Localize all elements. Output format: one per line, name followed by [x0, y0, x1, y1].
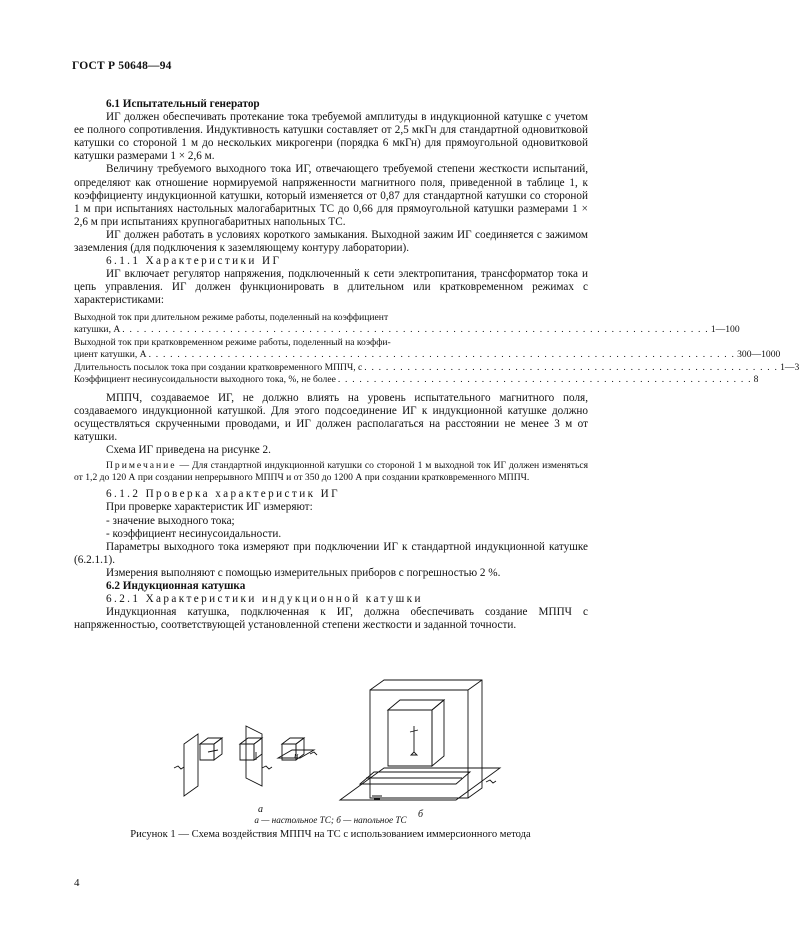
label-a: а — [258, 804, 263, 815]
figure-1-drawing — [170, 672, 510, 822]
device-cube-a2 — [240, 726, 272, 786]
spec-value: 8 — [753, 374, 759, 386]
paragraph: Индукционная катушка, подключенная к ИГ, должна обеспечивать создание МППЧ с напряженностью, соответствующей установленной степени жесткости и заданной точности. — [74, 606, 588, 632]
section-6-1-1-title: 6.1.1 Характеристики ИГ — [106, 255, 282, 268]
spec-label: катушки, А — [74, 324, 121, 336]
spec-label: Длительность посылок тока при создании кратковременного МППЧ, с — [74, 361, 363, 373]
spec-list — [74, 311, 799, 388]
spec-line: Выходной ток при длительном режиме работы, поделенный на коэффициент — [74, 311, 389, 323]
document-body — [74, 98, 799, 632]
leader-dots: . . . . . . . . . . . . . . . . . . . . . . . . . . . . . . . . . . . . . . . . . . . . . . . . . . . . . . . . . . — [337, 374, 752, 386]
list-item: - коэффициент несинусоидальности. — [106, 527, 282, 540]
paragraph: Параметры выходного тока измеряют при подключении ИГ к стандартной индукционной катушке (6.2.1.1). — [74, 540, 588, 566]
spec-row — [74, 361, 799, 375]
paragraph: Измерения выполняют с помощью измерительных приборов с погрешностью 2 %. — [106, 566, 501, 579]
device-cube-a1 — [200, 738, 222, 760]
note-text: — Для стандартной индукционной катушки со стороной 1 м выходной ток ИГ должен изменяться от 1,2 до 120 А при создании непрерывного МППЧ и от 350 до 1200 А при создании кратковременного МППЧ. — [74, 459, 588, 483]
spec-value: 1—3 — [780, 361, 799, 373]
spec-label: циент катушки, А — [74, 349, 147, 361]
note-label: Примечание — [106, 459, 177, 471]
spec-row — [74, 374, 759, 387]
paragraph: ИГ должен работать в условиях короткого замыкания. Выходной зажим ИГ соединяется с зажимом заземления (для подключения к заземляющему контуру лаборатории). — [74, 228, 588, 255]
section-6-1-2-title: 6.1.2 Проверка характеристик ИГ — [106, 488, 340, 501]
paragraph: ИГ включает регулятор напряжения, подключенный к сети электропитания, трансформатор тока и цепь управления. ИГ должен функционировать в длительном или кратковременном режимах с характеристиками: — [74, 268, 588, 307]
list-item: - значение выходного тока; — [106, 514, 235, 527]
spec-value: 300—1000 — [737, 349, 781, 361]
spec-label: Коэффициент несинусоидальности выходного тока, %, не более — [74, 374, 336, 386]
spec-row — [74, 349, 781, 362]
figure-caption: Рисунок 1 — Схема воздействия МППЧ на ТС с использованием иммерсионного метода — [130, 829, 531, 840]
paragraph: При проверке характеристик ИГ измеряют: — [106, 501, 313, 514]
paragraph: Величину требуемого выходного тока ИГ, отвечающего требуемой степени жесткости испытаний, определяют как отношение нормируемой напряженности магнитного поля, приведенной в таблице 1, к коэффициенту индукционной катушки, который изменяется от 0,87 для стандартной катушки со стороной 1 м при испытаниях настольных малогабаритных ТС до 0,66 для прямоугольной катушки размерами 1 × 2,6 м при испытаниях крупногабаритных напольных ТС. — [74, 163, 588, 228]
paragraph: МППЧ, создаваемое ИГ, не должно влиять на уровень испытательного магнитного поля, создаваемого индукционной катушкой. Для этого подсоединение ИГ к индукционной катушке должно осуществляться скрученными проводами, и ИГ должен располагаться на расстоянии не менее 3 м от катушки. — [74, 392, 588, 444]
leader-dots: . . . . . . . . . . . . . . . . . . . . . . . . . . . . . . . . . . . . . . . . . . . . . . . . . . . . . . . . . . . . . . . . . . . . . . . . . . . . . . . . . . — [148, 349, 736, 361]
page-number: 4 — [74, 877, 80, 889]
figure-1 — [170, 672, 510, 822]
coil-b-frame — [370, 680, 482, 798]
label-h: H — [294, 754, 299, 760]
leader-dots: . . . . . . . . . . . . . . . . . . . . . . . . . . . . . . . . . . . . . . . . . . . . . . . . . . . . . . . . . . . . . . . . . . . . . . . . . . . . . . . . . . — [122, 324, 709, 336]
floor-plane — [340, 768, 500, 800]
note — [74, 460, 588, 485]
leader-dots: . . . . . . . . . . . . . . . . . . . . . . . . . . . . . . . . . . . . . . . . . . . . . . . . . . . . . . . . . . — [364, 361, 779, 373]
device-cube-b — [388, 700, 444, 766]
spec-row — [74, 324, 740, 337]
spec-line: Выходной ток при кратковременном режиме работы, поделенный на коэффи- — [74, 336, 391, 348]
paragraph: ИГ должен обеспечивать протекание тока требуемой амплитуды в индукционной катушке с учетом ее полного сопротивления. Индуктивность катушки составляет от 2,5 мкГн для стандартной одновитковой катушки со стороной 1 м до нескольких микрогенри (порядка 6 мкГн) для прямоугольной одновитковой катушки размерами 1 × 2,6 м. — [74, 111, 588, 163]
section-6-1-title: 6.1 Испытательный генератор — [106, 98, 260, 110]
spec-value: 1—100 — [710, 324, 740, 336]
figure-subcaption: а — настольное ТС; б — напольное ТС — [254, 815, 407, 825]
coil-a1 — [174, 734, 198, 796]
section-6-2-1-title: 6.2.1 Характеристики индукционной катушки — [106, 593, 423, 606]
section-6-2-title: 6.2 Индукционная катушка — [106, 580, 246, 592]
paragraph: Схема ИГ приведена на рисунке 2. — [106, 444, 271, 457]
document-header: ГОСТ Р 50648—94 — [72, 60, 172, 72]
label-b: б — [418, 809, 424, 820]
